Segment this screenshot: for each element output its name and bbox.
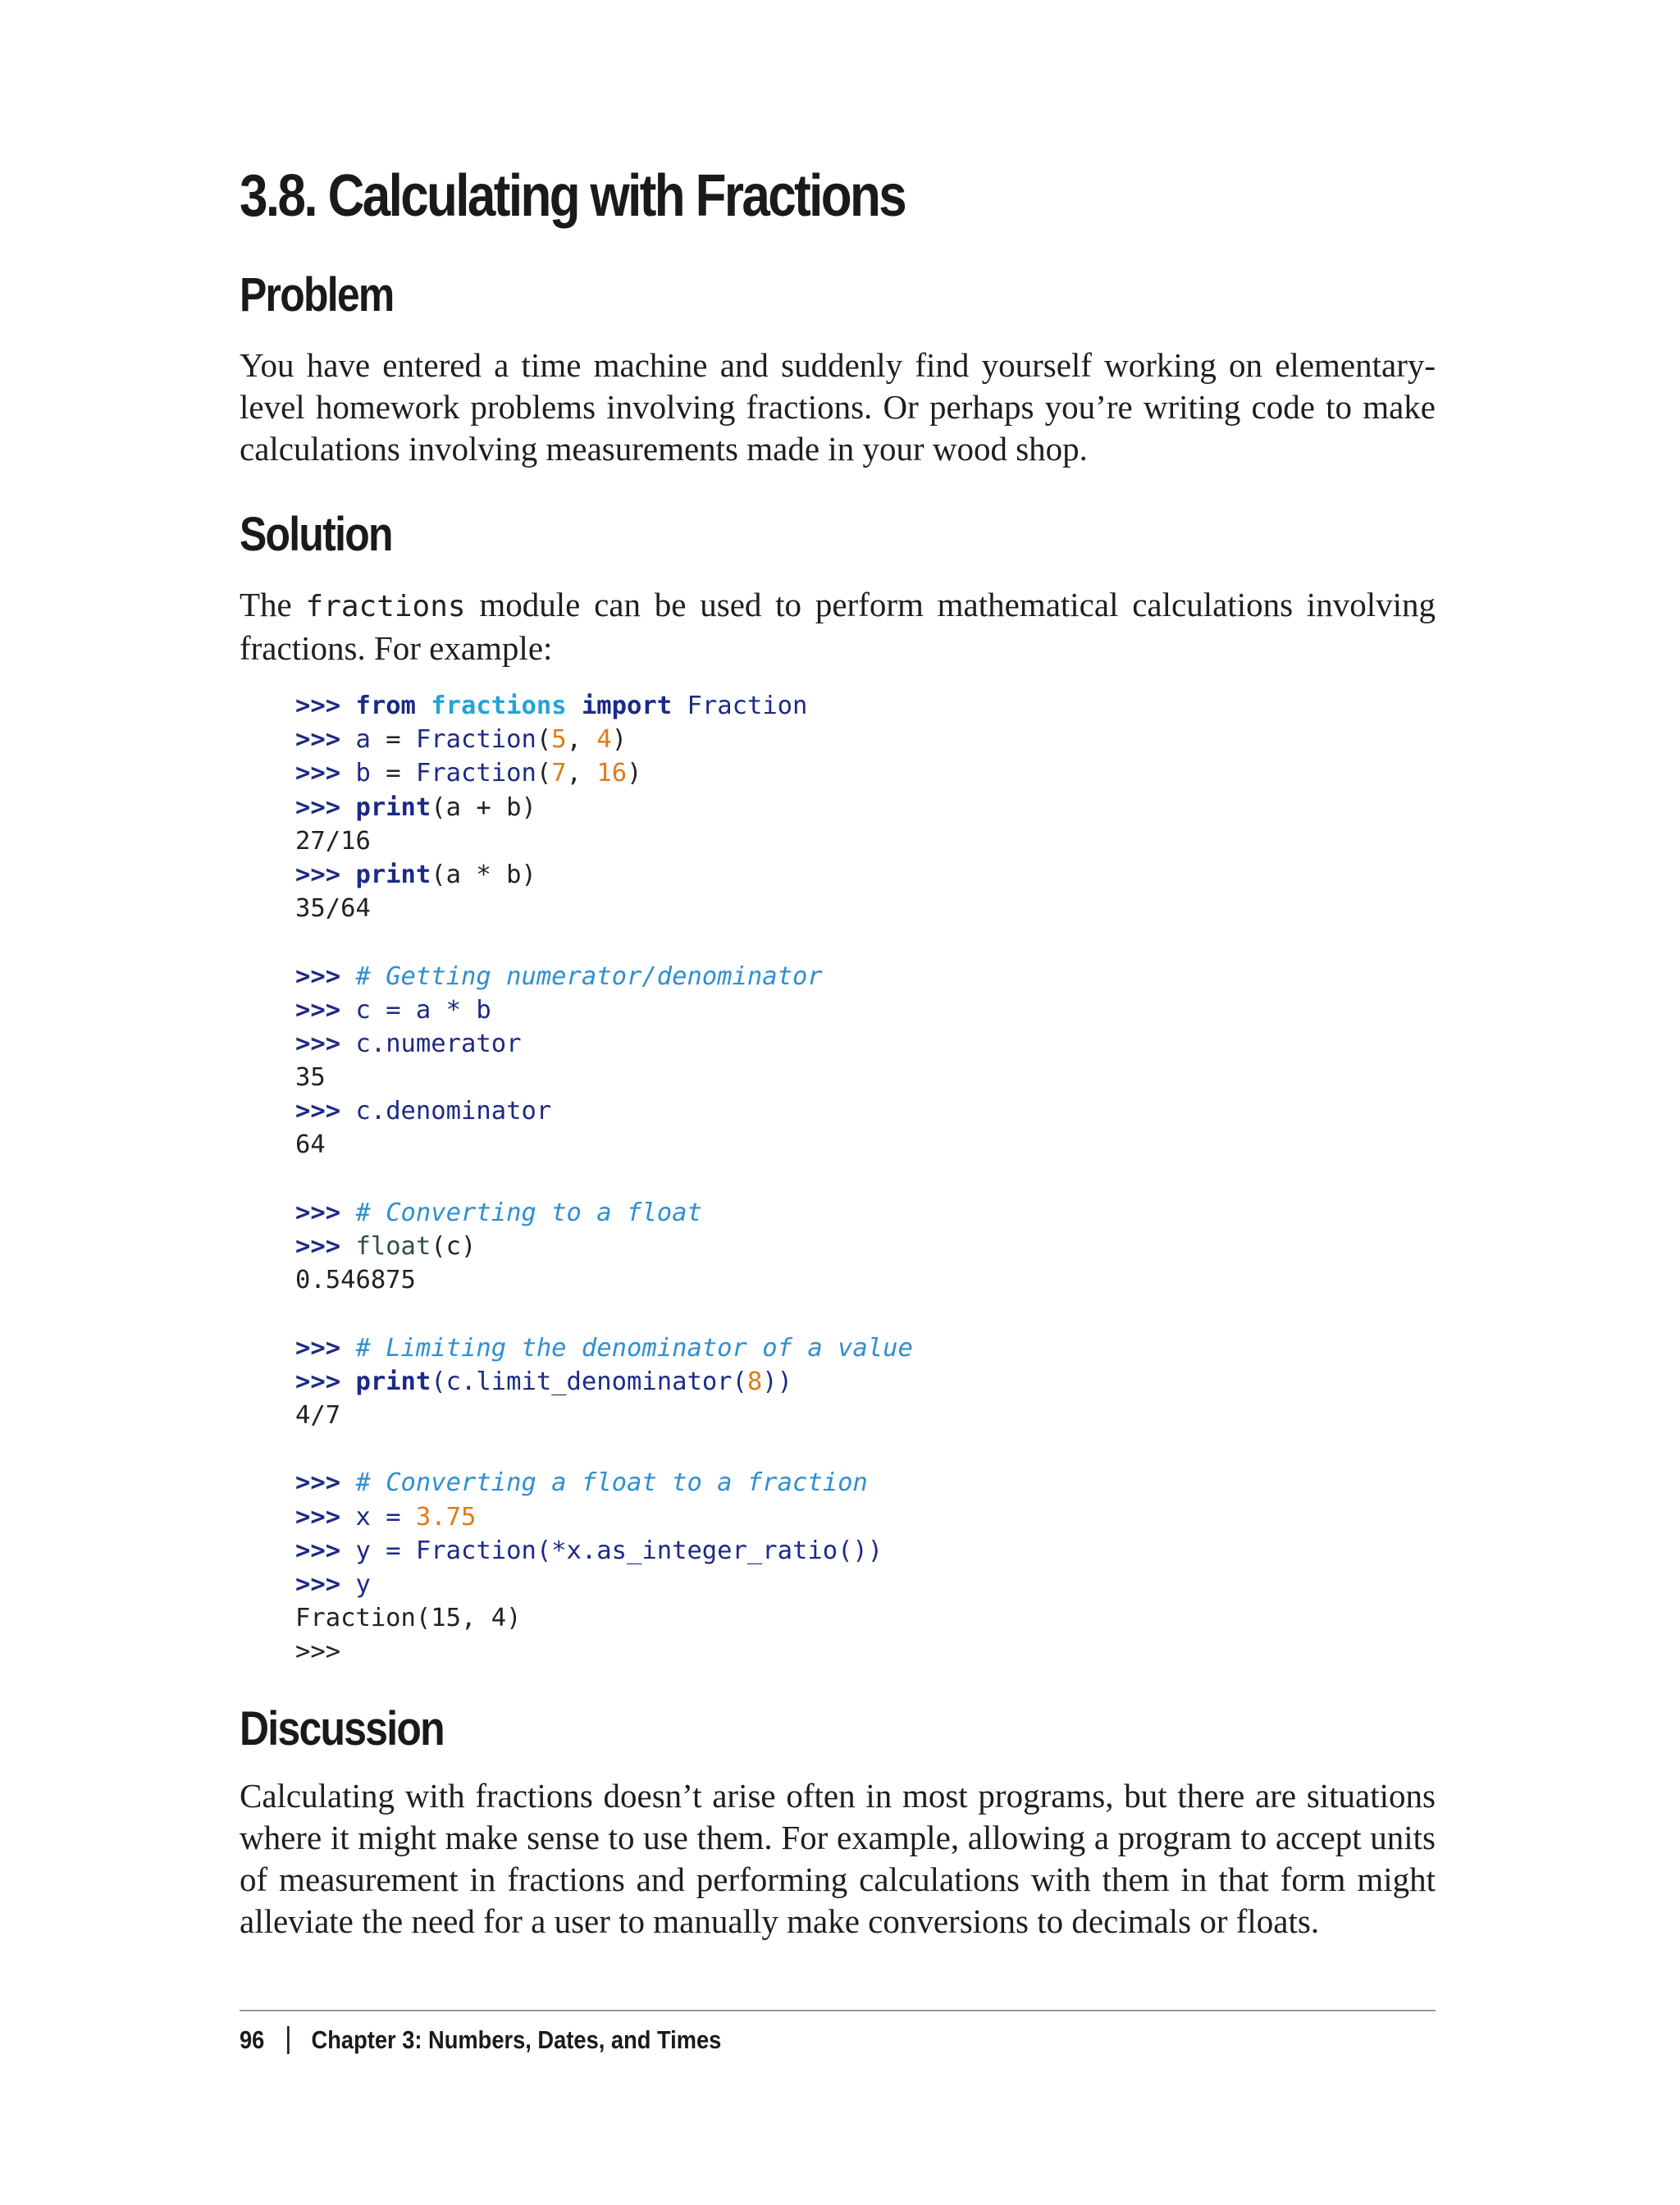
code-paren: ( <box>536 759 552 788</box>
code-line <box>295 1094 913 1128</box>
code-expression: c.denominator <box>355 1097 552 1126</box>
code-prompt: >>> <box>295 1232 341 1261</box>
code-line <box>295 1128 913 1162</box>
code-expression: c = a * b <box>355 995 491 1025</box>
code-operator: = <box>370 759 416 788</box>
code-output: 0.546875 <box>295 1266 416 1295</box>
code-function: print <box>355 860 431 889</box>
code-variable: b <box>355 759 371 788</box>
code-output: 35/64 <box>295 894 371 924</box>
code-prompt: >>> <box>295 692 341 720</box>
problem-heading: Problem <box>240 268 394 322</box>
code-expression: c.numerator <box>355 1029 522 1058</box>
code-expression: y <box>355 1569 371 1599</box>
code-comment: # Converting to a float <box>355 1198 702 1227</box>
code-prompt: >>> <box>295 1502 341 1532</box>
code-line <box>295 1196 913 1230</box>
section-title: 3.8. Calculating with Fractions <box>240 163 906 229</box>
code-number: 7 <box>551 759 567 788</box>
discussion-text: Calculating with fractions doesn’t arise often in most programs, but there are situations where it might make sense to use them. For example, allowing a program to accept units of measurement in fractions and performing calculations with them in that form might alleviate the need for a user to manually make conversions to decimals or floats. <box>240 1777 1436 1940</box>
code-expression: y = Fraction(*x.as_integer_ratio()) <box>355 1536 883 1565</box>
code-line <box>295 925 913 959</box>
code-paren: )) <box>762 1367 793 1396</box>
code-prompt: >>> <box>295 1468 341 1498</box>
code-number: 16 <box>596 759 628 788</box>
code-line <box>295 689 913 723</box>
code-prompt: >>> <box>295 1536 341 1565</box>
code-module: fractions <box>431 692 567 720</box>
code-output: 4/7 <box>295 1400 341 1430</box>
code-line <box>295 1601 913 1635</box>
code-line <box>295 824 913 858</box>
code-prompt: >>> <box>295 759 341 788</box>
code-line <box>295 1466 913 1500</box>
code-line <box>295 1230 913 1263</box>
code-comment: # Getting numerator/denominator <box>355 961 823 991</box>
code-paren: ( <box>536 725 552 755</box>
code-line <box>295 1399 913 1432</box>
code-args: (c) <box>431 1232 477 1261</box>
code-line <box>295 1500 913 1534</box>
code-expression: x = <box>355 1502 416 1532</box>
code-operator: = <box>370 725 416 755</box>
code-line <box>295 1162 913 1196</box>
code-line <box>295 1331 913 1365</box>
code-function: print <box>355 792 431 822</box>
code-line <box>295 892 913 925</box>
code-comment: # Converting a float to a fraction <box>355 1468 868 1498</box>
code-prompt: >>> <box>295 961 341 991</box>
code-line <box>295 1263 913 1297</box>
code-prompt: >>> <box>295 1097 341 1126</box>
page-number: 96 <box>240 2025 265 2054</box>
module-name-code: fractions <box>305 590 466 623</box>
code-number: 4 <box>596 725 612 755</box>
code-prompt: >>> <box>295 1198 341 1227</box>
code-prompt: >>> <box>295 1569 341 1599</box>
problem-text: You have entered a time machine and suddenly find yourself working on elementary-level homework problems involving fractions. Or perhaps you’re writing code to make calculations involving measurements made in your wood shop. <box>240 346 1436 468</box>
discussion-heading: Discussion <box>240 1702 444 1755</box>
footer-divider <box>240 2010 1436 2011</box>
code-args: (a + b) <box>431 792 536 822</box>
code-comma: , <box>566 759 597 788</box>
code-line <box>295 723 913 756</box>
code-line <box>295 1297 913 1331</box>
code-prompt: >>> <box>295 860 341 889</box>
code-line <box>295 1027 913 1061</box>
page-footer <box>240 2020 721 2061</box>
solution-text <box>240 584 1436 669</box>
solution-heading: Solution <box>240 508 392 561</box>
code-prompt: >>> <box>295 1367 341 1396</box>
code-output: >>> <box>295 1637 341 1667</box>
code-line <box>295 791 913 824</box>
code-number: 8 <box>746 1367 763 1396</box>
code-function: float <box>355 1232 431 1261</box>
code-output: Fraction(15, 4) <box>295 1604 522 1633</box>
solution-text-after: module can be used to perform mathematical calculations involving fractions. For example: <box>240 586 1436 667</box>
code-args: (a * b) <box>431 860 536 889</box>
code-keyword: import <box>581 692 673 720</box>
chapter-title: Chapter 3: Numbers, Dates, and Times <box>311 2025 722 2054</box>
code-line <box>295 1635 913 1669</box>
code-output: 35 <box>295 1063 326 1093</box>
code-class: Fraction <box>415 725 536 755</box>
code-line <box>295 858 913 892</box>
code-line <box>295 1534 913 1568</box>
solution-text-before: The <box>240 586 306 623</box>
code-line <box>295 1432 913 1466</box>
code-prompt: >>> <box>295 792 341 822</box>
code-class: Fraction <box>415 759 536 788</box>
code-comma: , <box>566 725 597 755</box>
code-line <box>295 756 913 790</box>
code-prompt: >>> <box>295 995 341 1025</box>
code-prompt: >>> <box>295 1333 341 1363</box>
code-expression: (c.limit_denominator( <box>431 1367 747 1396</box>
code-example <box>295 689 913 1669</box>
code-line <box>295 993 913 1027</box>
code-number: 3.75 <box>415 1502 477 1532</box>
code-keyword: from <box>355 692 416 720</box>
code-paren: ) <box>611 725 628 755</box>
code-output: 27/16 <box>295 826 371 856</box>
code-line <box>295 1365 913 1399</box>
code-number: 5 <box>551 725 567 755</box>
code-class: Fraction <box>687 692 808 720</box>
code-prompt: >>> <box>295 725 341 755</box>
code-line <box>295 1568 913 1601</box>
code-comment: # Limiting the denominator of a value <box>355 1333 913 1363</box>
code-output: 64 <box>295 1130 326 1160</box>
code-prompt: >>> <box>295 1029 341 1058</box>
code-paren: ) <box>627 759 642 788</box>
code-variable: a <box>355 725 371 755</box>
code-line <box>295 960 913 993</box>
footer-separator <box>288 2026 290 2054</box>
code-line <box>295 1061 913 1094</box>
code-function: print <box>355 1367 431 1396</box>
